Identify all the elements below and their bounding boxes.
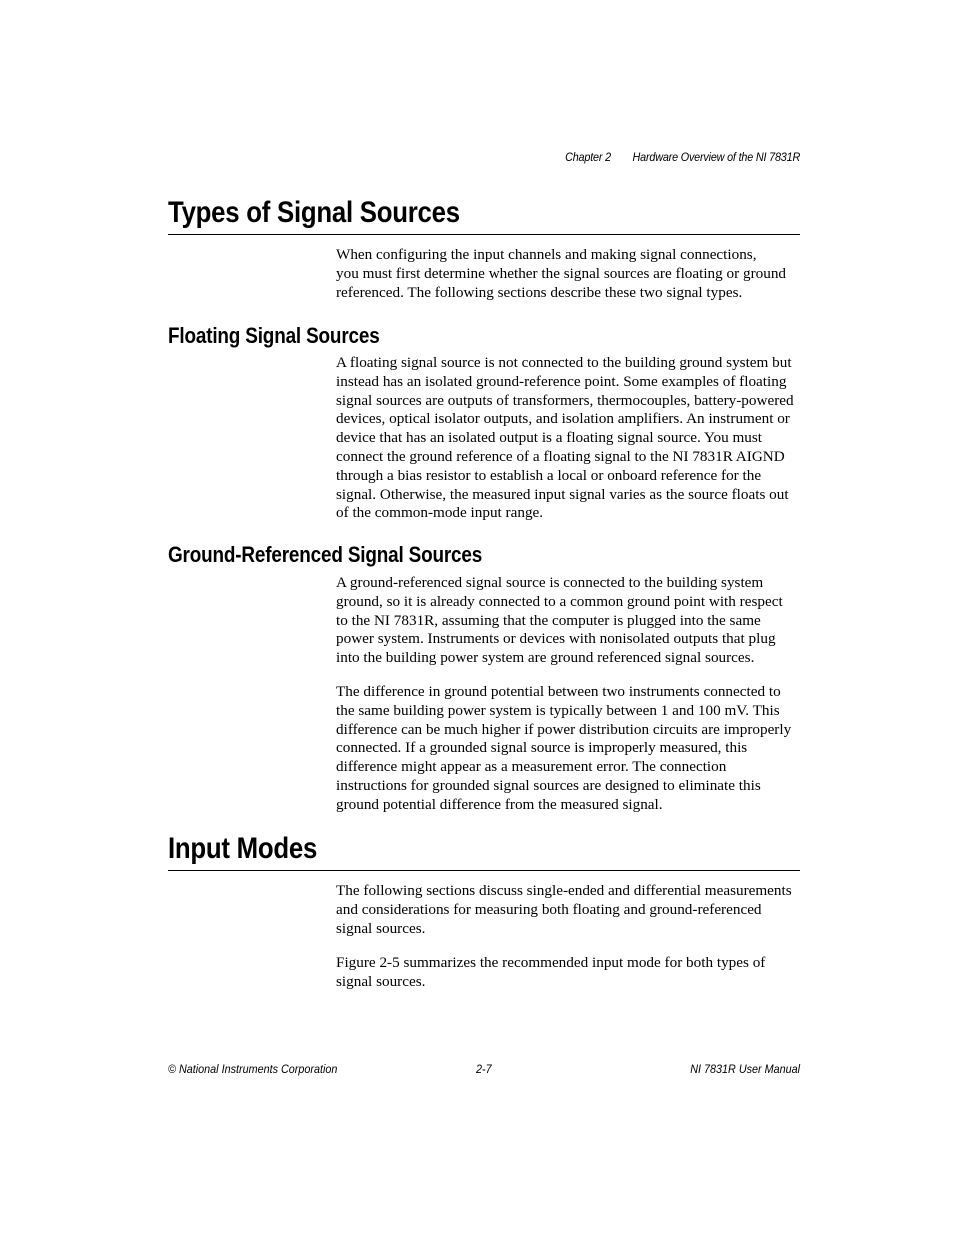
text-line: power system. Instruments or devices with nonisolated outputs that plug bbox=[336, 630, 776, 648]
footer-copyright: © National Instruments Corporation bbox=[168, 1062, 338, 1076]
text-line: ground potential difference from the measured signal. bbox=[336, 795, 663, 813]
section-divider bbox=[168, 870, 800, 871]
text-line: difference might appear as a measurement error. The connection bbox=[336, 758, 727, 776]
text-line: through a bias resistor to establish a local or onboard reference for the bbox=[336, 466, 762, 484]
text-line: Figure 2-5 summarizes the recommended input mode for both types of bbox=[336, 954, 766, 971]
text-line: to the NI 7831R, assuming that the computer is plugged into the same bbox=[336, 611, 761, 629]
paragraph-ground-referenced-1 bbox=[336, 574, 800, 668]
paragraph-ground-referenced-2 bbox=[336, 683, 800, 815]
text-line: of the common-mode input range. bbox=[336, 504, 544, 522]
paragraph-input-modes-1 bbox=[336, 882, 800, 938]
text-line: difference can be much higher if power distribution circuits are improperly bbox=[336, 720, 792, 738]
subsection-title-ground-referenced-signal-sources: Ground-Referenced Signal Sources bbox=[168, 542, 483, 567]
text-line: The following sections discuss single-ended and differential measurements bbox=[336, 882, 792, 899]
text-line: device that has an isolated output is a floating signal source. You must bbox=[336, 429, 763, 447]
paragraph-input-modes-2 bbox=[336, 954, 800, 992]
text-line: devices, optical isolator outputs, and isolation amplifiers. An instrument or bbox=[336, 410, 790, 428]
subsection-title-floating-signal-sources: Floating Signal Sources bbox=[168, 323, 380, 348]
text-line: signal. Otherwise, the measured input signal varies as the source floats out bbox=[336, 485, 789, 503]
chapter-title: Hardware Overview of the NI 7831R bbox=[632, 150, 800, 164]
text-line: The difference in ground potential between two instruments connected to bbox=[336, 683, 781, 700]
text-line: A ground-referenced signal source is connected to the building system bbox=[336, 574, 764, 591]
text-line: instructions for grounded signal sources are designed to eliminate this bbox=[336, 776, 761, 794]
text-line: signal sources. bbox=[336, 972, 426, 990]
running-header bbox=[565, 150, 800, 164]
text-line: signal sources. bbox=[336, 919, 426, 937]
text-line: instead has an isolated ground-reference point. Some examples of floating bbox=[336, 372, 787, 390]
text-line: signal sources are outputs of transformers, thermocouples, battery-powered bbox=[336, 391, 794, 409]
footer-manual-title: NI 7831R User Manual bbox=[690, 1062, 800, 1076]
footer-page-number: 2-7 bbox=[476, 1062, 492, 1076]
text-line: into the building power system are ground referenced signal sources. bbox=[336, 649, 755, 667]
paragraph-types-intro bbox=[336, 246, 800, 302]
chapter-label: Chapter 2 bbox=[565, 150, 611, 164]
text-line: A floating signal source is not connected to the building ground system but bbox=[336, 354, 792, 371]
paragraph-floating bbox=[336, 354, 800, 523]
section-title-input-modes: Input Modes bbox=[168, 832, 318, 865]
text-line: referenced. The following sections describe these two signal types. bbox=[336, 283, 743, 301]
section-title-types-of-signal-sources: Types of Signal Sources bbox=[168, 196, 460, 229]
text-line: connect the ground reference of a floating signal to the NI 7831R AIGND bbox=[336, 447, 785, 465]
text-line: When configuring the input channels and making signal connections, bbox=[336, 246, 757, 263]
text-line: you must first determine whether the signal sources are floating or ground bbox=[336, 264, 787, 282]
text-line: ground, so it is already connected to a common ground point with respect bbox=[336, 592, 783, 610]
text-line: the same building power system is typically between 1 and 100 mV. This bbox=[336, 701, 780, 719]
section-divider bbox=[168, 234, 800, 235]
text-line: and considerations for measuring both floating and ground-referenced bbox=[336, 900, 762, 918]
text-line: connected. If a grounded signal source is improperly measured, this bbox=[336, 739, 748, 757]
